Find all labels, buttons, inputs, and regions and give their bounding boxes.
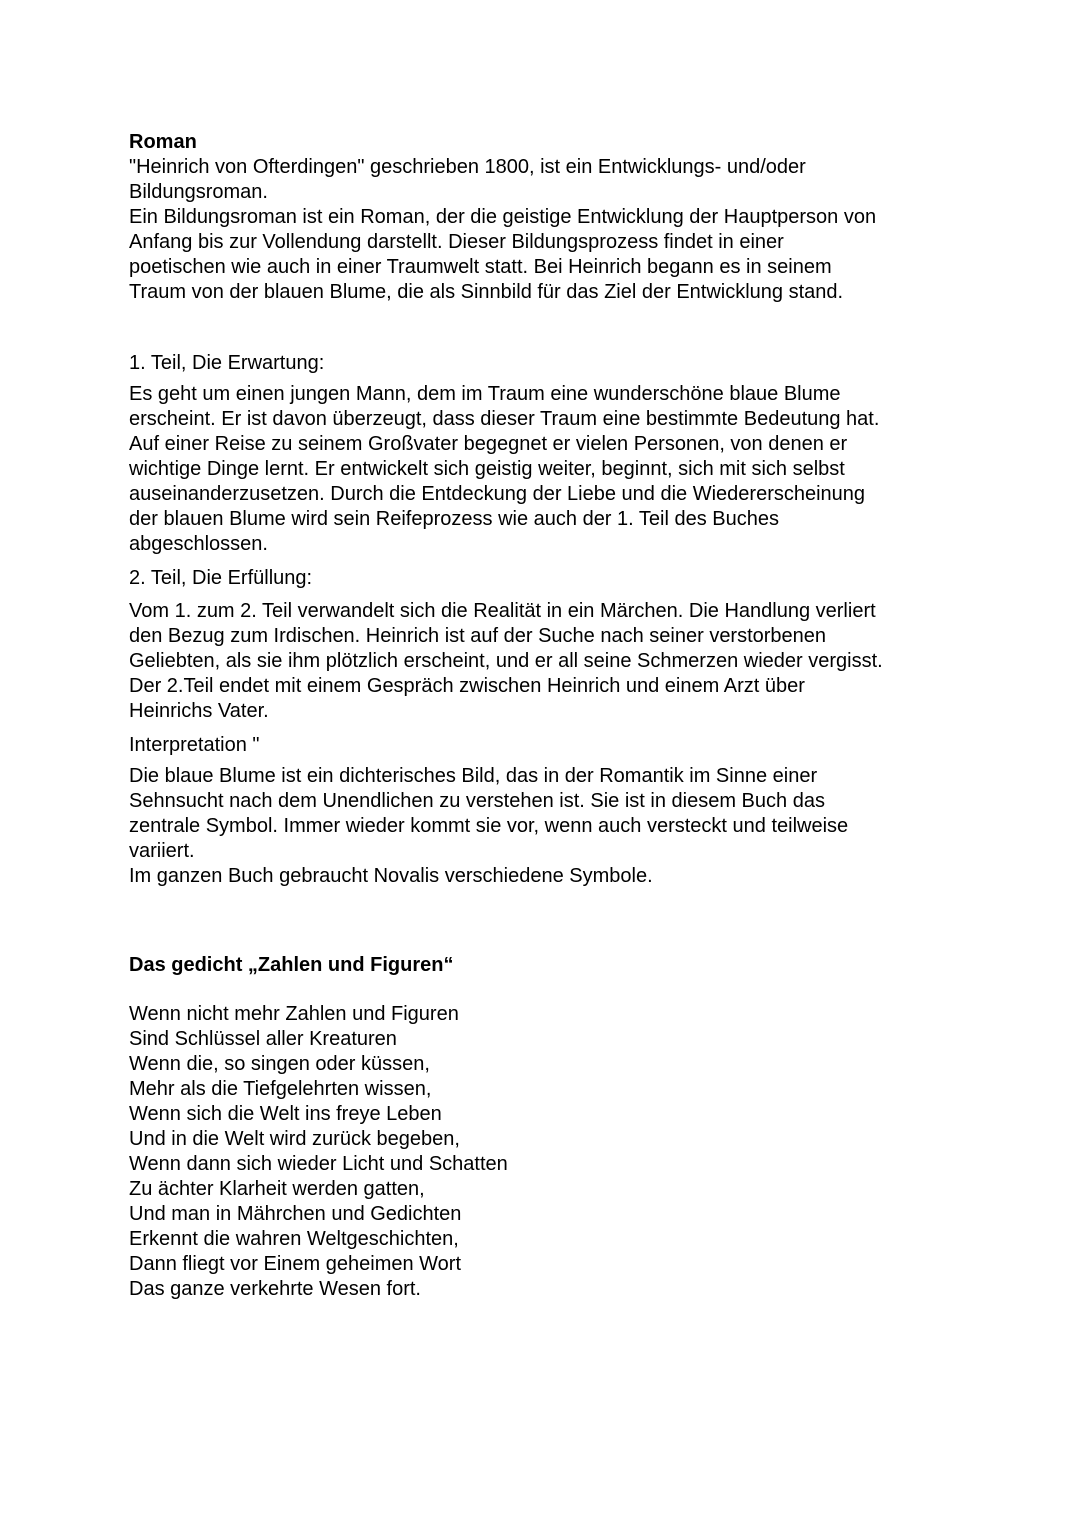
poem-line: Das ganze verkehrte Wesen fort.: [129, 1278, 421, 1300]
roman-intro-paragraph: "Heinrich von Ofterdingen" geschrieben 1800, ist ein Entwicklungs- und/oder Bildungsroman. Ein Bildungsroman ist ein Roman, der die geistige Entwicklung der Hauptperson von Anfang bis zur Vollendung darstellt. Dieser Bildungsprozess findet in einer poetischen wie auch in einer Traumwelt statt. Bei Heinrich begann es in seinem Traum von der blauen Blume, die als Sinnbild für das Ziel der Entwicklung stand.: [129, 156, 877, 303]
poem-line: Wenn dann sich wieder Licht und Schatten: [129, 1153, 508, 1175]
poem-line: Und in die Welt wird zurück begeben,: [129, 1128, 460, 1150]
poem-line: Sind Schlüssel aller Kreaturen: [129, 1028, 397, 1050]
poem-line: Wenn die, so singen oder küssen,: [129, 1053, 430, 1075]
poem-line: Erkennt die wahren Weltgeschichten,: [129, 1228, 459, 1250]
poem-line: Wenn sich die Welt ins freye Leben: [129, 1103, 442, 1125]
roman-heading: Roman: [129, 131, 197, 153]
teil2-heading: 2. Teil, Die Erfüllung:: [129, 567, 313, 589]
poem-line: Dann fliegt vor Einem geheimen Wort: [129, 1253, 462, 1275]
poem-title: Das gedicht „Zahlen und Figuren“: [129, 954, 454, 976]
interpretation-paragraph: Die blaue Blume ist ein dichterisches Bild, das in der Romantik im Sinne einer Sehnsucht nach dem Unendlichen zu verstehen ist. Sie ist in diesem Buch das zentrale Symbol. Immer wieder kommt sie vor, wenn auch versteckt und teilweise variiert. Im ganzen Buch gebraucht Novalis verschiedene Symbole.: [129, 765, 849, 887]
poem-line: Zu ächter Klarheit werden gatten,: [129, 1178, 425, 1200]
poem-stanza: [129, 1002, 969, 1302]
poem-line: Wenn nicht mehr Zahlen und Figuren: [129, 1003, 459, 1025]
teil1-heading: 1. Teil, Die Erwartung:: [129, 352, 325, 374]
poem-line: Mehr als die Tiefgelehrten wissen,: [129, 1078, 432, 1100]
poem-line: Und man in Mährchen und Gedichten: [129, 1203, 462, 1225]
document-page: [129, 130, 969, 1302]
interpretation-heading: Interpretation ": [129, 734, 260, 756]
teil1-paragraph: Es geht um einen jungen Mann, dem im Traum eine wunderschöne blaue Blume erscheint. Er ist davon überzeugt, dass dieser Traum eine bestimmte Bedeutung hat. Auf einer Reise zu seinem Großvater begegnet er vielen Personen, von denen er wichtige Dinge lernt. Er entwickelt sich geistig weiter, beginnt, sich mit sich selbst auseinanderzusetzen. Durch die Entdeckung der Liebe und die Wiedererscheinung der blauen Blume wird sein Reifeprozess wie auch der 1. Teil des Buches abgeschlossen.: [129, 383, 880, 555]
teil2-paragraph: Vom 1. zum 2. Teil verwandelt sich die Realität in ein Märchen. Die Handlung verliert den Bezug zum Irdischen. Heinrich ist auf der Suche nach seiner verstorbenen Geliebten, als sie ihm plötzlich erscheint, und er all seine Schmerzen wieder vergisst. Der 2.Teil endet mit einem Gespräch zwischen Heinrich und einem Arzt über Heinrichs Vater.: [129, 600, 883, 722]
